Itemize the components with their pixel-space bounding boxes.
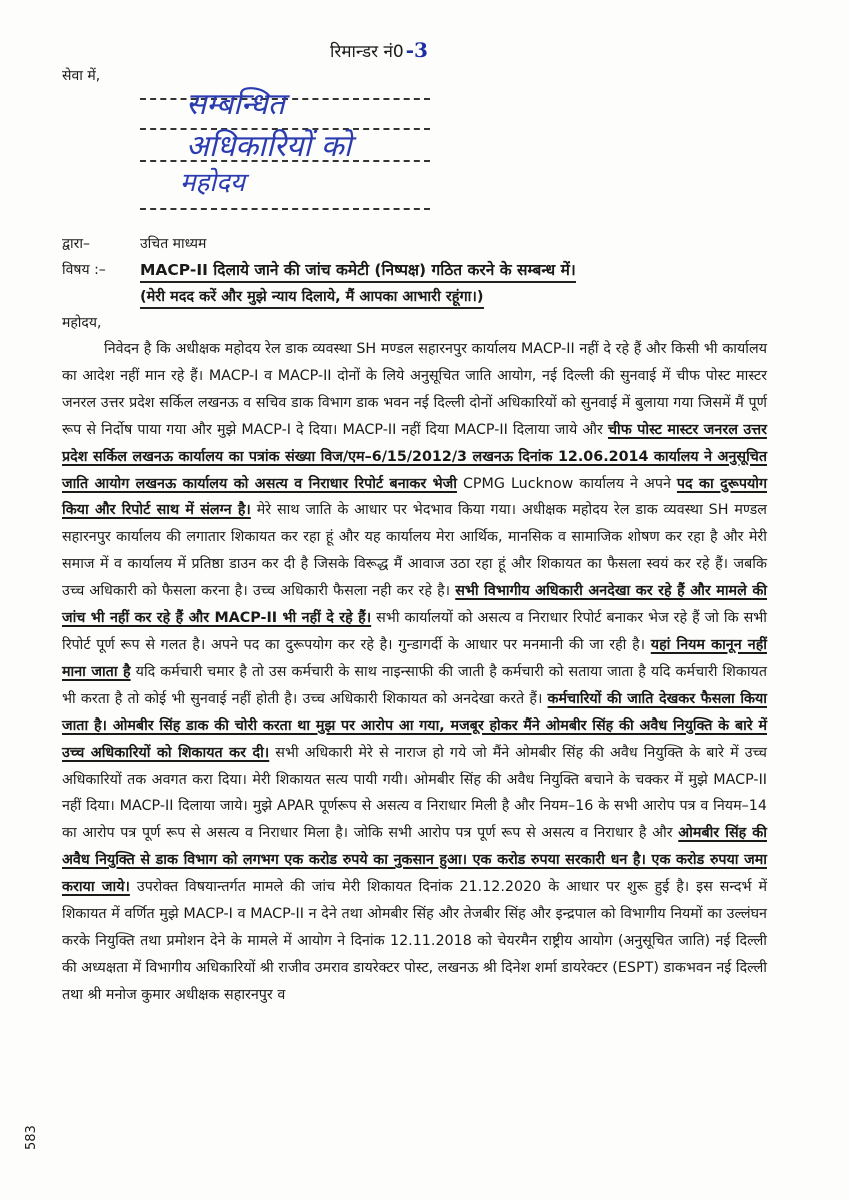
- body-underlined-text: ओमबीर सिंह की अवैध नियुक्ति से डाक विभाग को लगभग एक करोड रुपये का नुकसान हुआ। एक करोड रुपया सरकारी धन है। एक करोड रुपया जमा कराया जाये।: [62, 825, 767, 896]
- subject-line-2: (मेरी मदद करें और मुझे न्याय दिलाये, मैं आपका आभारी रहूंगा।): [140, 286, 484, 309]
- via-line: [62, 234, 207, 253]
- handwritten-addressee-line: महोदय: [180, 168, 245, 198]
- body-text: सभी कार्यालयों को असत्य व निराधार रिपोर्ट बनाकर भेज रहे हैं जो कि सभी रिपोर्ट पूर्ण रूप से गलत है। अपने पद का दुरूपयोग कर रहे है। गुन्डागर्दी के आधार पर मनमानी की जा रही है।: [62, 610, 767, 653]
- via-label: द्वारा–: [62, 236, 91, 252]
- body-text: उपरोक्त विषयान्तर्गत मामले की जांच मेरी शिकायत दिनांक 21.12.2020 के आधार पर शुरू हुई है। इस सन्दर्भ में शिकायत में वर्णित मुझे MACP-I व MACP-II न देने तथा ओमबीर सिंह और तेजबीर सिंह और इन्द्रपाल को विभागीय नियमों का उल्लंघन करके नियुक्ति तथा प्रमोशन देने के मामले में आयोग ने दिनांक 12.11.2018 को चेयरमैन राष्ट्रीय आयोग (अनुसूचित जाति) नई दिल्ली की अध्यक्षता में विभागीय अधिकारियों श्री राजीव उमराव डायरेक्टर पोस्ट, लखनऊ श्री दिनेश शर्मा डायरेक्टर (ESPT) डाकभवन नई दिल्ली तथा श्री मनोज कुमार अधीक्षक सहारनपुर व: [62, 879, 767, 1003]
- body-underlined-text: यहां नियम कानून नहीं माना जाता है: [62, 636, 767, 680]
- address-dotted-line: [140, 208, 430, 210]
- body-text: सभी अधिकारी मेरे से नाराज हो गये जो मैंने ओमबीर सिंह की अवैध नियुक्ति के बारे में उच्च अधिकारियों तक अवगत करा दिया। मेरी शिकायत सत्य पायी गयी। ओमबीर सिंह की अवैध नियुक्ति बचाने के चक्कर में मुझे MACP-II नहीं दिया। MACP-II दिलाया जाये। मुझे APAR पूर्णरूप से असत्य व निराधार मिली है और नियम–16 के सभी आरोप पत्र व नियम–14 का आरोप पत्र पूर्ण रूप से असत्य व निराधार मिला है। जोकि सभी आरोप पत्र पूर्ण रूप से असत्य व निराधार है और: [62, 744, 767, 842]
- handwritten-addressee-line: अधिकारियों को: [186, 129, 352, 164]
- reminder-title: [330, 38, 428, 62]
- reminder-title-text: रिमान्डर नं0: [330, 42, 404, 62]
- via-value: उचित माध्यम: [140, 236, 207, 252]
- greeting: महोदय,: [62, 315, 102, 331]
- page-number: 583: [24, 1125, 39, 1150]
- body-text: यदि कर्मचारी चमार है तो उस कर्मचारी के साथ नाइन्साफी की जाती है कर्मचारी को सताया जाता है यदि कर्मचारी शिकायत भी करता है तो कोई भी सुनवाई नहीं होती है। उच्च अधिकारी शिकायत को अनदेखा करते हैं।: [62, 663, 767, 707]
- body-underlined-text: चीफ पोस्ट मास्टर जनरल उत्तर प्रदेश सर्किल लखनऊ कार्यालय का पत्रांक संख्या विज/एम–6/15/2012/3 लखनऊ दिनांक 12.06.2014 कार्यालय ने अनुसूचित जाति आयोग लखनऊ कार्यालय को असत्य व निराधार रिपोर्ट बनाकर भेजी: [62, 421, 767, 492]
- letter-body: [62, 336, 767, 1009]
- body-underlined-text: सभी विभागीय अधिकारी अनदेखा कर रहे हैं और मामले की जांच भी नहीं कर रहे हैं और MACP-II भी नहीं दे रहे हैं।: [62, 583, 768, 627]
- address-dotted-line: [140, 98, 430, 100]
- body-text: मेरे साथ जाति के आधार पर भेदभाव किया गया। अधीक्षक महोदय रेल डाक व्यवस्था SH मण्डल सहारनपुर कार्यालय की लगातार शिकायत कर रहा हूं और यह कार्यालय मेरा आर्थिक, मानसिक व सामाजिक शोषण कर रहा है और मेरी समाज में व कार्यालय में प्रतिष्ठा डाउन कर दी है जिसके विरूद्ध मैं आवाज उठा रहा हूं और शिकायत का फैसला स्वयं कर रहे हैं। जबकि उच्च अधिकारी को फैसला करना है। उच्च अधिकारी फैसला नही कर रहे है।: [62, 502, 767, 600]
- body-underlined-text: कर्मचारियों की जाति देखकर फैसला किया जाता है। ओमबीर सिंह डाक की चोरी करता था मुझ पर आरोप आ गया, मजबूर होकर मैंने ओमबीर सिंह की अवैध नियुक्ति के बारे में उच्च अधिकारियों को शिकायत कर दी।: [62, 690, 768, 761]
- subject-label: विषय :–: [62, 262, 106, 278]
- handwritten-reminder-number: -3: [405, 38, 428, 62]
- handwritten-addressee-line: सम्बन्धित: [186, 87, 285, 122]
- body-underlined-text: पद का दुरूपयोग किया और रिपोर्ट साथ में संलग्न है।: [62, 475, 768, 519]
- body-text: निवेदन है कि अधीक्षक महोदय रेल डाक व्यवस्था SH मण्डल सहारनपुर कार्यालय MACP-II नहीं दे रहे हैं और किसी भी कार्यालय का आदेश नहीं मान रहे हैं। MACP-I व MACP-II दोनों के लिये अनुसूचित जाति आयोग, नई दिल्ली की सुनवाई में चीफ पोस्ट मास्टर जनरल उत्तर प्रदेश सर्किल लखनऊ व सचिव डाक विभाग डाक भवन नई दिल्ली दोनों अधिकारियों को सुनवाई में बुलाया गया जिसमें मैं पूर्ण रूप से निर्दोष पाया गया और मुझे MACP-I दे दिया। MACP-II नहीं दिया MACP-II दिलाया जाये और: [62, 341, 767, 438]
- subject-line-1: MACP-II दिलाये जाने की जांच कमेटी (निष्पक्ष) गठित करने के सम्बन्ध में।: [140, 258, 576, 283]
- body-text: CPMG Lucknow कार्यालय ने अपने: [456, 475, 677, 492]
- salutation-to: सेवा में,: [62, 68, 101, 84]
